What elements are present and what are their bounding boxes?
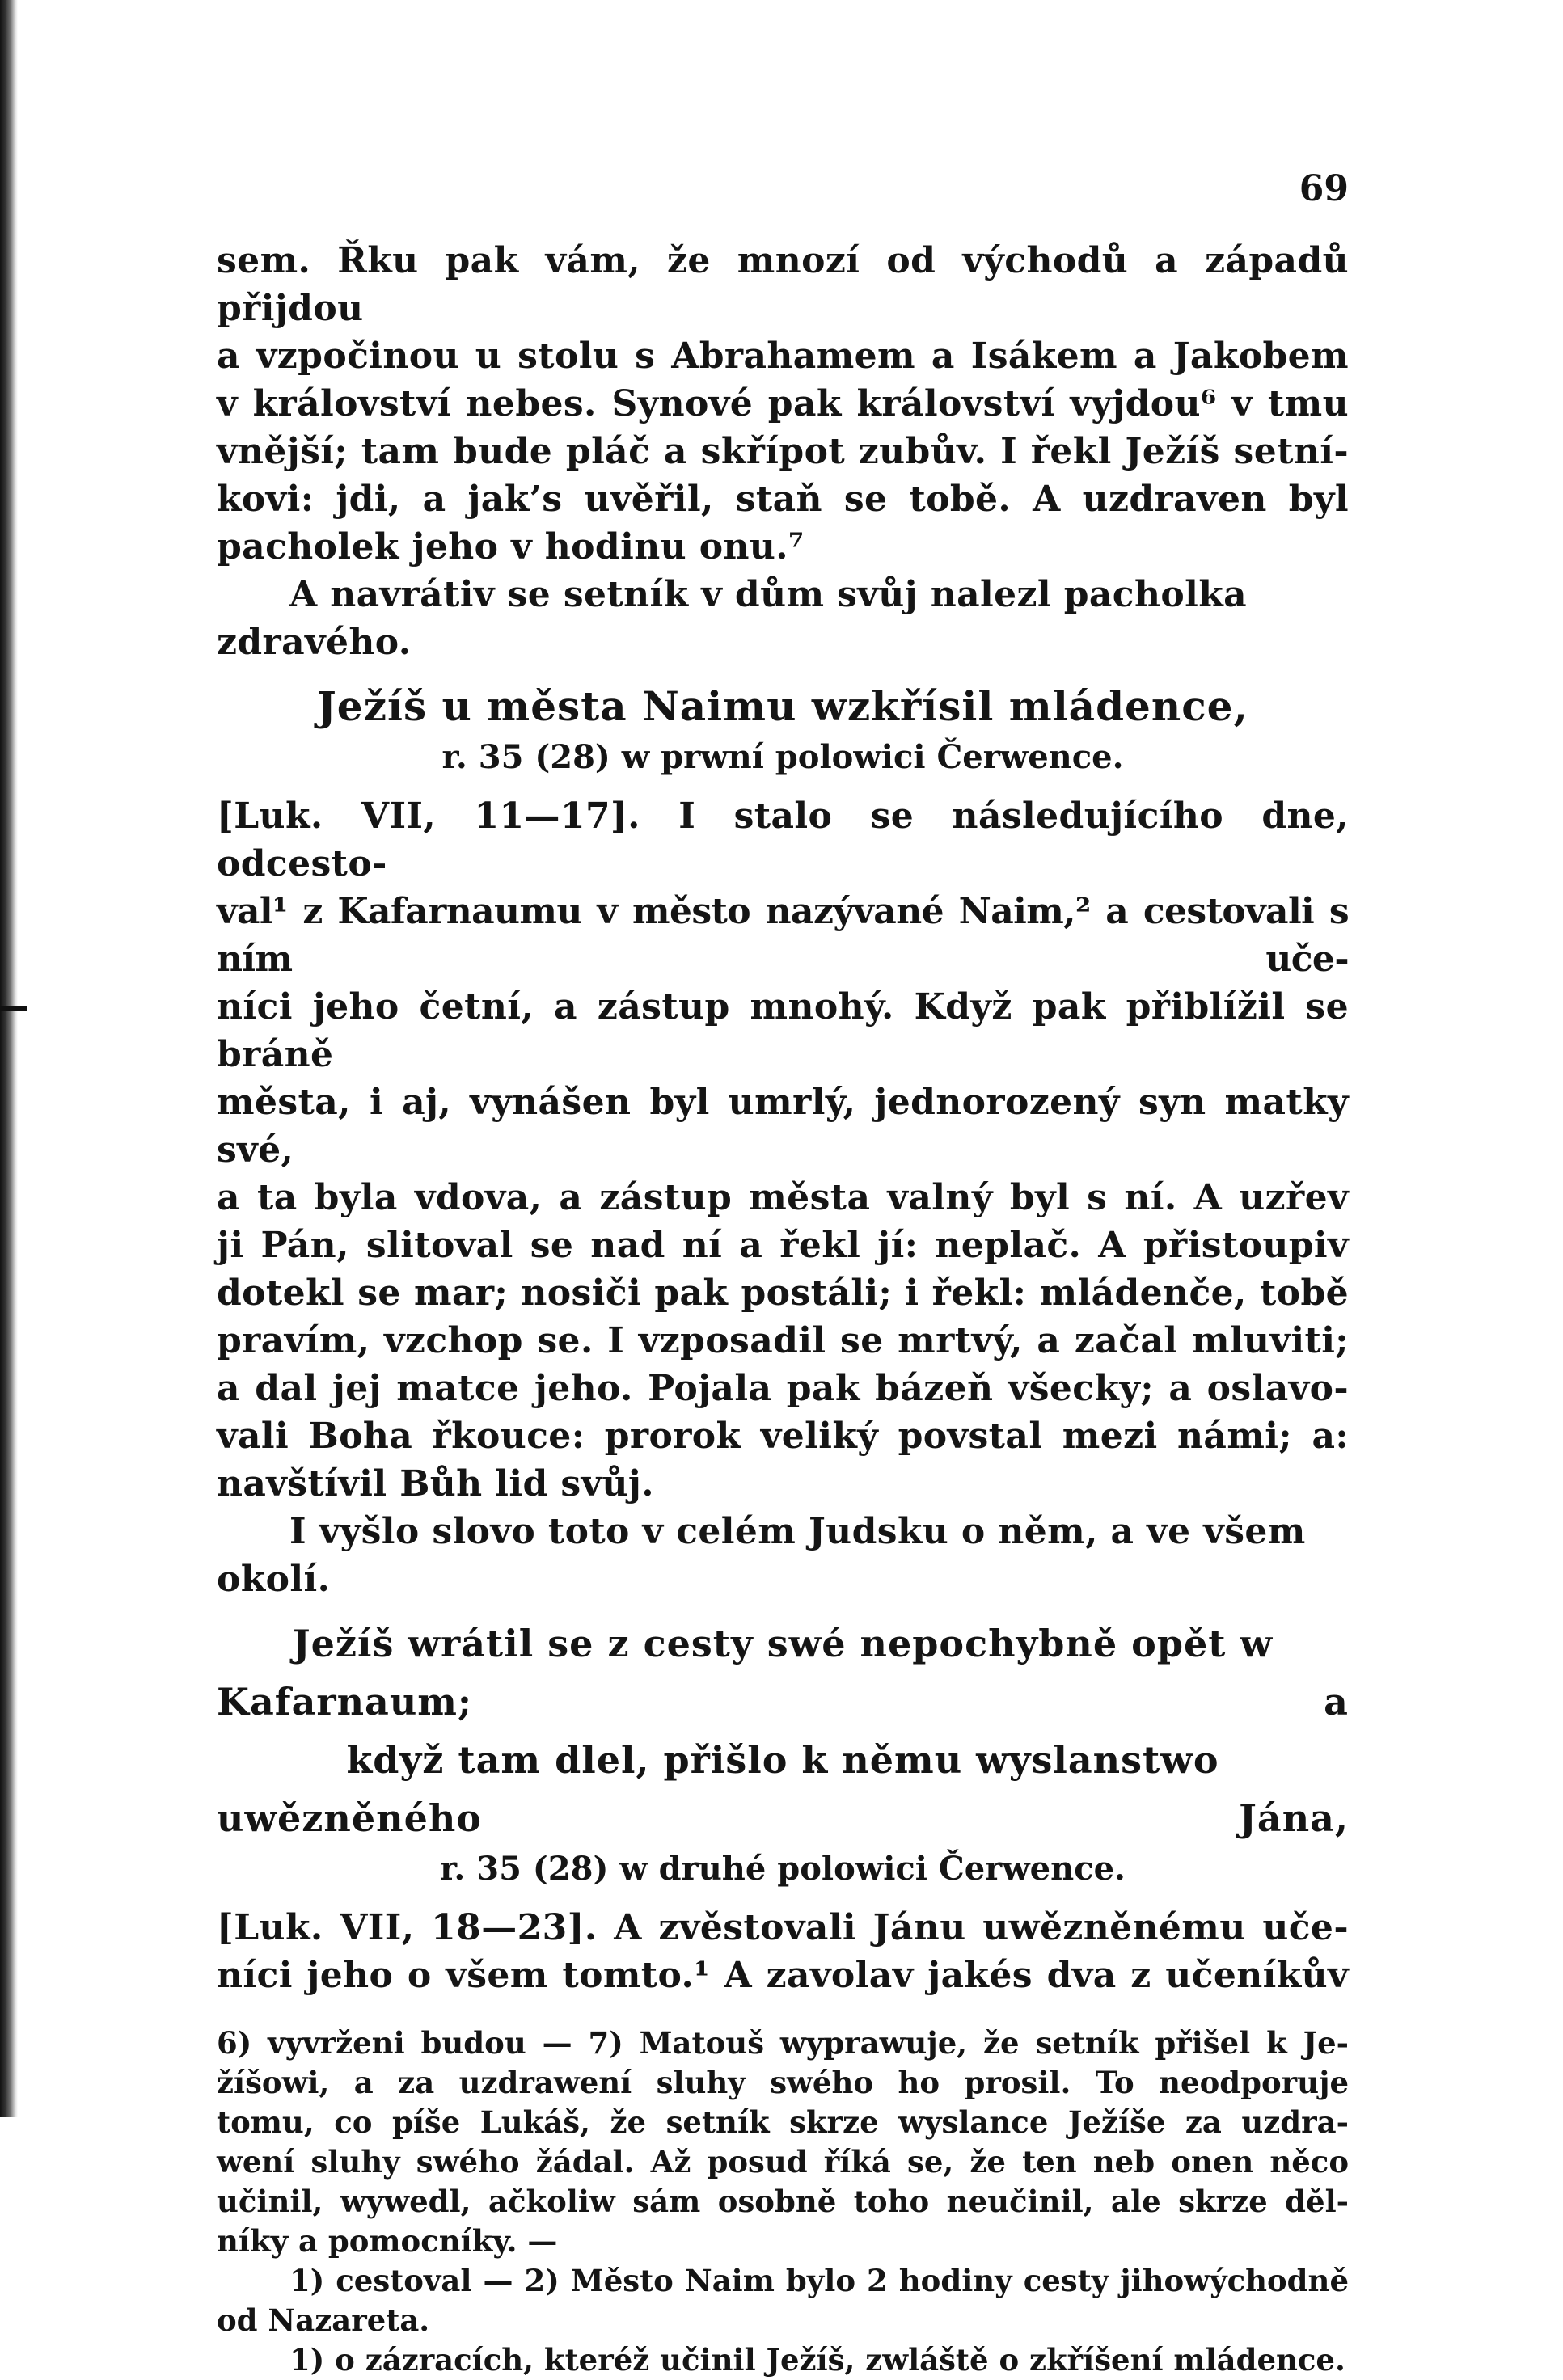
text-line: města, i aj, vynášen byl umrlý, jednorozený syn matky své, xyxy=(217,1082,1349,1171)
text-line: v království nebes. Synové pak království vyjdou⁶ v tmu xyxy=(217,383,1349,424)
paragraph-1 xyxy=(217,237,1349,571)
paragraph-5 xyxy=(217,1904,1349,1999)
text-line: sem. Řku pak vám, že mnozí od východů a západů přijdou xyxy=(217,240,1349,329)
spine-mark xyxy=(0,1006,27,1011)
footnote-line: wení sluhy swého žádal. Až posud říká se, že ten neb onen něco xyxy=(217,2144,1349,2180)
section-title-1: Ježíš u města Naimu wzkřísil mládence, xyxy=(317,682,1248,730)
book-spine-shadow xyxy=(0,0,18,2117)
footnote-line: 6) vyvrženi budou — 7) Matouš wyprawuje, že setník přišel k Je- xyxy=(217,2025,1349,2061)
page-content xyxy=(217,168,1349,2380)
text-line: níci jeho o všem tomto.¹ A zavolav jakés dva z učeníkův xyxy=(217,1955,1349,1996)
text-line: a ta byla vdova, a zástup města valný byl s ní. A uzřev xyxy=(217,1177,1349,1218)
text-line: val¹ z Kafarnaumu v město nazývané Naim,² a cestovali s ním uče- xyxy=(217,891,1349,980)
footnote-line: tomu, co píše Lukáš, že setník skrze wyslance Ježíše za uzdra- xyxy=(217,2104,1349,2140)
footnote-line: učinil, wywedl, ačkoliw sám osobně toho neučinil, ale skrze děl- xyxy=(217,2184,1349,2219)
paragraph-2: A navrátiv se setník v dům svůj nalezl pacholka zdravého. xyxy=(217,574,1248,663)
footnote-line: žíšowi, a za uzdrawení sluhy swého ho prosil. To neodporuje xyxy=(217,2065,1349,2100)
text-line: a vzpočinou u stolu s Abrahamem a Isákem a Jakobem xyxy=(217,335,1349,377)
section-subtitle-2: r. 35 (28) w druhé polowici Čerwence. xyxy=(440,1850,1126,1888)
text-line: níci jeho četní, a zástup mnohý. Když pak přiblížil se bráně xyxy=(217,986,1349,1075)
footnote-line: 1) cestoval — 2) Město Naim bylo 2 hodiny cesty jihowýchodně xyxy=(289,2263,1349,2298)
paragraph-3 xyxy=(217,792,1349,1508)
text-line: ji Pán, slitoval se nad ní a řekl jí: neplač. A přistoupiv xyxy=(217,1225,1349,1266)
footnote-line: od Nazareta. xyxy=(217,2302,430,2338)
section-title-2-line: Ježíš wrátil se z cesty swé nepochybně opět w Kafarnaum; a xyxy=(217,1622,1349,1724)
text-line: navštívil Bůh lid svůj. xyxy=(217,1463,654,1504)
text-line: pacholek jeho v hodinu onu.⁷ xyxy=(217,526,805,568)
section-title-2-line: když tam dlel, přišlo k němu wyslanstwo uwězněného Jána, xyxy=(217,1738,1349,1840)
footnote-line: 1) o zázracích, kteréž učinil Ježíš, zwláště o zkříšení mládence. xyxy=(289,2342,1345,2378)
text-line: vnější; tam bude pláč a skřípot zubův. I řekl Ježíš setní- xyxy=(217,431,1349,472)
text-line: dotekl se mar; nosiči pak postáli; i řekl: mládenče, tobě xyxy=(217,1272,1349,1314)
page-number: 69 xyxy=(1299,168,1349,209)
footnotes xyxy=(217,2023,1349,2380)
paragraph-4: I vyšlo slovo toto v celém Judsku o něm, a ve všem okolí. xyxy=(217,1511,1306,1600)
text-line: pravím, vzchop se. I vzposadil se mrtvý, a začal mluviti; xyxy=(217,1320,1349,1361)
text-line: a dal jej matce jeho. Pojala pak bázeň všecky; a oslavo- xyxy=(217,1368,1349,1409)
text-line: [Luk. VII, 18—23]. A zvěstovali Jánu uwězněnému uče- xyxy=(217,1907,1349,1948)
footnote-line: níky a pomocníky. — xyxy=(217,2223,558,2259)
text-line: vali Boha řkouce: prorok veliký povstal mezi námi; a: xyxy=(217,1416,1349,1457)
text-line: [Luk. VII, 11—17]. I stalo se následujícího dne, odcesto- xyxy=(217,795,1349,884)
text-line: kovi: jdi, a jak’s uvěřil, staň se tobě. A uzdraven byl xyxy=(217,479,1349,520)
section-subtitle-1: r. 35 (28) w prwní polowici Čerwence. xyxy=(441,738,1124,776)
